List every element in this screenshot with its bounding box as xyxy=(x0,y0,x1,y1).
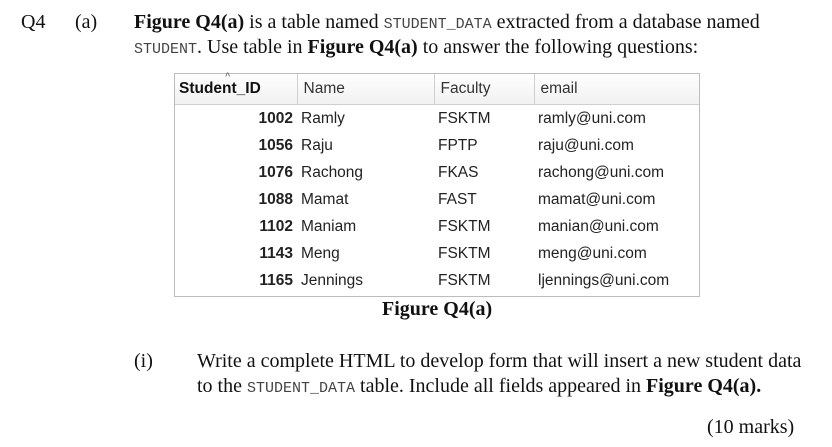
figure-reference: Figure Q4(a). xyxy=(646,375,762,397)
cell-faculty: FPTP xyxy=(438,136,478,154)
intro-text: extracted from a database named xyxy=(491,11,760,33)
cell-faculty: FSKTM xyxy=(438,217,491,235)
database-name: STUDENT xyxy=(134,41,198,58)
cell-email: ljennings@uni.com xyxy=(538,271,670,289)
cell-email: manian@uni.com xyxy=(538,217,659,235)
question-part: (a) xyxy=(75,11,98,33)
figure-reference: Figure Q4(a) xyxy=(307,36,418,58)
table-name: STUDENT_DATA xyxy=(383,16,492,33)
student-data-table xyxy=(175,71,699,294)
table-name: STUDENT_DATA xyxy=(247,380,356,397)
student-data-table-figure xyxy=(174,73,700,297)
cell-name: Mamat xyxy=(301,190,349,208)
column-header-student-id[interactable]: ^ Student_ID xyxy=(175,74,297,105)
cell-name: Maniam xyxy=(301,217,357,235)
cell-faculty: FSKTM xyxy=(438,244,491,262)
column-header-name[interactable]: Name xyxy=(297,74,434,105)
cell-email: raju@uni.com xyxy=(538,136,634,154)
cell-student-id: 1056 xyxy=(258,136,293,154)
cell-name: Ramly xyxy=(301,109,345,127)
cell-faculty: FSKTM xyxy=(438,109,491,127)
cell-faculty: FAST xyxy=(438,190,477,208)
subquestion-text: to the xyxy=(197,375,247,397)
cell-student-id: 1076 xyxy=(258,163,293,181)
cell-email: rachong@uni.com xyxy=(538,163,665,181)
subquestion-label: (i) xyxy=(134,350,153,372)
table-row xyxy=(175,132,699,159)
cell-email: ramly@uni.com xyxy=(538,109,646,127)
question-number: Q4 xyxy=(21,11,46,33)
column-header-faculty[interactable]: Faculty xyxy=(434,74,534,105)
question-intro-line1 xyxy=(134,11,760,34)
table-row xyxy=(175,267,699,294)
cell-student-id: 1002 xyxy=(258,109,293,127)
subquestion-text: table. Include all fields appeared in xyxy=(355,375,647,397)
intro-text: to answer the following questions: xyxy=(417,36,699,58)
cell-name: Jennings xyxy=(301,271,364,289)
table-header-row xyxy=(175,74,699,105)
cell-email: mamat@uni.com xyxy=(538,190,656,208)
cell-student-id: 1165 xyxy=(259,271,293,289)
cell-student-id: 1143 xyxy=(259,244,293,262)
cell-name: Meng xyxy=(301,244,340,262)
cell-name: Raju xyxy=(301,136,333,154)
cell-student-id: 1088 xyxy=(258,190,293,208)
cell-student-id: 1102 xyxy=(259,217,293,235)
subquestion-line1: Write a complete HTML to develop form that will insert a new student data xyxy=(197,350,802,372)
cell-email: meng@uni.com xyxy=(538,244,647,262)
cell-faculty: FKAS xyxy=(438,163,479,181)
intro-text: is a table named xyxy=(244,11,384,33)
cell-faculty: FSKTM xyxy=(438,271,491,289)
intro-text: . Use table in xyxy=(197,36,308,58)
table-row xyxy=(175,213,699,240)
cell-name: Rachong xyxy=(301,163,364,181)
marks-label: (10 marks) xyxy=(707,416,795,438)
table-row xyxy=(175,186,699,213)
column-header-email[interactable]: email xyxy=(534,74,699,105)
table-row xyxy=(175,159,699,186)
table-row xyxy=(175,105,699,133)
figure-caption: Figure Q4(a) xyxy=(382,298,493,320)
table-row xyxy=(175,240,699,267)
question-intro-line2 xyxy=(134,36,698,59)
subquestion-line2 xyxy=(197,375,761,398)
sort-arrow-icon: ^ xyxy=(225,71,231,81)
figure-reference: Figure Q4(a) xyxy=(134,11,245,33)
